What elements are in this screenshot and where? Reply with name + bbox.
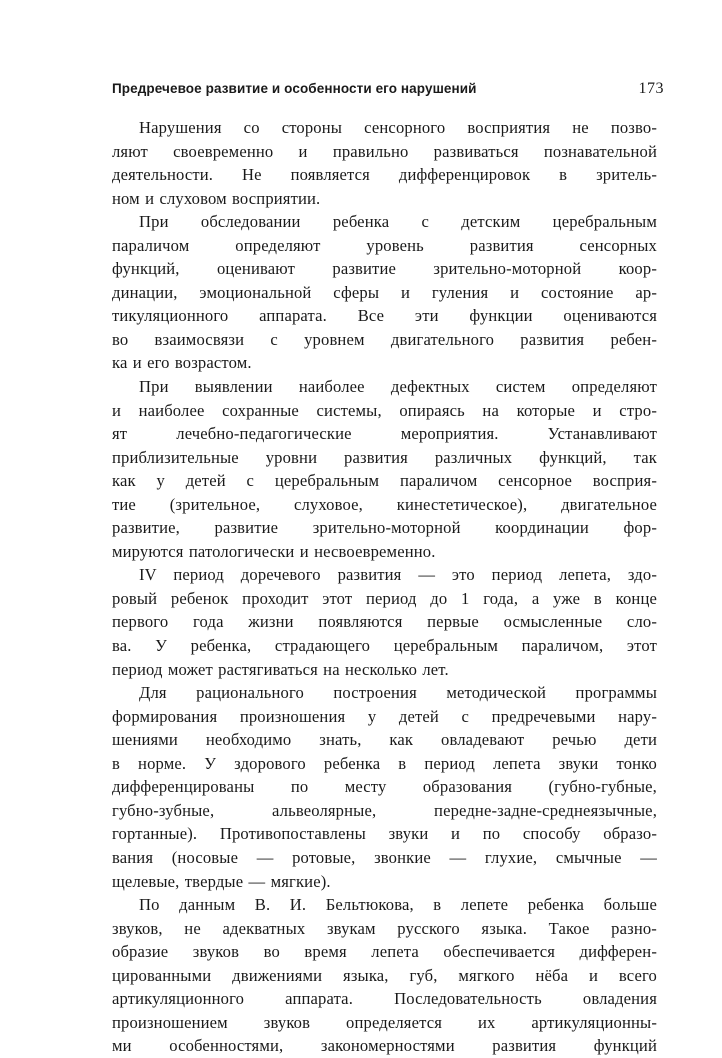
text-line: дифференцированы по месту образования (губно-губные,	[112, 777, 657, 797]
text-line: первого года жизни появляются первые осмысленные сло-	[112, 612, 657, 632]
paragraph	[112, 893, 657, 1058]
text-line: щелевые, твердые — мягкие).	[112, 871, 331, 891]
text-line: ят лечебно-педагогические мероприятия. Устанавливают	[112, 424, 657, 444]
text-line: Нарушения со стороны сенсорного восприятия не позво-	[139, 118, 657, 137]
text-line: артикуляционного аппарата. Последовательность овладения	[112, 989, 657, 1009]
text-line: По данным В. И. Бельтюкова, в лепете ребенка больше	[139, 895, 657, 915]
text-line: деятельности. Не появляется дифференцировок в зритель-	[112, 165, 657, 185]
text-line: тие (зрительное, слуховое, кинестетическое), двигательное	[112, 494, 657, 514]
text-line: При обследовании ребенка с детским церебральным	[139, 212, 657, 232]
text-line: параличом определяют уровень развития сенсорных	[112, 235, 657, 255]
text-line: вания (носовые — ротовые, звонкие — глухие, смычные —	[112, 847, 657, 867]
text-line: ва. У ребенка, страдающего церебральным параличом, этот	[112, 636, 657, 656]
text-line: период может растягиваться на несколько лет.	[112, 659, 449, 679]
paragraph	[112, 116, 657, 210]
text-line: ном и слуховом восприятии.	[112, 188, 321, 208]
text-line: шениями необходимо знать, как овладевают речью дети	[112, 730, 657, 750]
text-line: в норме. У здорового ребенка в период лепета звуки тонко	[112, 753, 657, 773]
paragraph	[112, 563, 657, 681]
text-line: динации, эмоциональной сферы и гуления и состояние ар-	[112, 282, 657, 302]
running-title: Предречевое развитие и особенности его нарушений	[112, 81, 477, 96]
text-line: развитие, развитие зрительно-моторной координации фор-	[112, 518, 657, 538]
text-line: IV период доречевого развития — это период лепета, здо-	[139, 565, 657, 585]
text-line: функций, оценивают развитие зрительно-моторной коор-	[112, 259, 657, 279]
text-line: При выявлении наиболее дефектных систем определяют	[139, 377, 657, 397]
text-line: приблизительные уровни развития различных функций, так	[112, 447, 657, 467]
text-line: гортанные). Противопоставлены звуки и по способу образо-	[112, 824, 657, 844]
text-line: ми особенностями, закономерностями развития функций	[112, 1036, 657, 1056]
text-line: ровый ребенок проходит этот период до 1 года, а уже в конце	[112, 588, 657, 608]
text-line: во взаимосвязи с уровнем двигательного развития ребен-	[112, 329, 657, 349]
text-line: произношением звуков определяется их артикуляционны-	[112, 1012, 657, 1032]
paragraph	[112, 210, 657, 375]
text-line: и наиболее сохранные системы, опираясь на которые и стро-	[112, 400, 657, 420]
paragraph	[112, 681, 657, 893]
page-number: 173	[638, 80, 664, 97]
text-line: формирования произношения у детей с предречевыми нару-	[112, 706, 657, 726]
text-line: ляют своевременно и правильно развиваться познавательной	[112, 141, 657, 161]
text-line: мируются патологически и несвоевременно.	[112, 541, 436, 561]
text-line: звуков, не адекватных звукам русского языка. Такое разно-	[112, 918, 657, 938]
text-line: образие звуков во время лепета обеспечивается дифферен-	[112, 942, 657, 962]
text-line: тикуляционного аппарата. Все эти функции оцениваются	[112, 306, 657, 326]
text-line: цированными движениями языка, губ, мягкого нёба и всего	[112, 965, 657, 985]
text-line: ка и его возрастом.	[112, 353, 252, 373]
paragraph	[112, 375, 657, 563]
text-line: как у детей с церебральным параличом сенсорное восприя-	[112, 471, 657, 491]
body-text	[112, 116, 657, 1058]
page-header	[112, 78, 664, 102]
text-line: губно-зубные, альвеолярные, передне-задне-среднеязычные,	[112, 800, 657, 820]
text-line: Для рационального построения методической программы	[139, 683, 657, 703]
